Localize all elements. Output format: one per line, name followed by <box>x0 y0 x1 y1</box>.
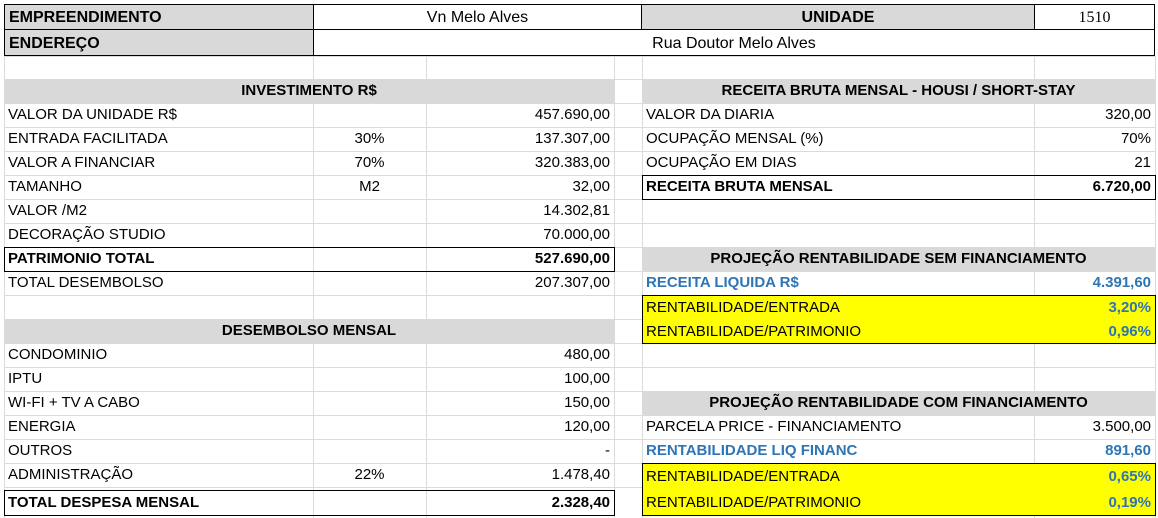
investimento-row-label: ENTRADA FACILITADA <box>8 130 168 147</box>
total-despesa-value[interactable]: 2.328,40 <box>551 494 610 511</box>
patrimonio-total-label: PATRIMONIO TOTAL <box>8 250 155 267</box>
investimento-row-label: DECORAÇÃO STUDIO <box>8 226 166 243</box>
rentabilidade-patrimonio-label: RENTABILIDADE/PATRIMONIO <box>646 323 862 340</box>
receita-row-value[interactable]: 21 <box>1134 154 1151 171</box>
rentabilidade-entrada-value[interactable]: 0,65% <box>1108 468 1151 485</box>
investimento-row-pct <box>313 199 426 223</box>
investimento-title: INVESTIMENTO R$ <box>4 79 614 103</box>
rentabilidade-liq-financ-label: RENTABILIDADE LIQ FINANC <box>646 442 858 459</box>
despesa-row-label: ADMINISTRAÇÃO <box>8 466 134 483</box>
investimento-row-pct[interactable]: 30% <box>354 130 385 147</box>
com-financiamento-title: PROJEÇÃO RENTABILIDADE COM FINANCIAMENTO <box>642 391 1155 415</box>
investimento-row-value[interactable]: 137.307,00 <box>534 130 610 147</box>
despesa-row-label: CONDOMINIO <box>8 346 108 363</box>
parcela-price-value[interactable]: 3.500,00 <box>1092 418 1151 435</box>
rentabilidade-patrimonio-value[interactable]: 0,96% <box>1108 323 1151 340</box>
receita-row-label: VALOR DA DIARIA <box>646 106 775 123</box>
total-despesa-label: TOTAL DESPESA MENSAL <box>8 494 200 511</box>
rentabilidade-entrada-label: RENTABILIDADE/ENTRADA <box>646 299 840 316</box>
investimento-row-pct <box>313 223 426 247</box>
investimento-row-label: VALOR /M2 <box>8 202 87 219</box>
investimento-row-value[interactable]: 32,00 <box>572 178 610 195</box>
investimento-row-value[interactable]: 14.302,81 <box>543 202 610 219</box>
investimento-row-label: TAMANHO <box>8 178 82 195</box>
despesa-row-value[interactable]: 120,00 <box>564 418 610 435</box>
investimento-row-label: VALOR A FINANCIAR <box>8 154 156 171</box>
receita-title: RECEITA BRUTA MENSAL - HOUSI / SHORT-STAY <box>642 79 1155 103</box>
receita-row-value[interactable]: 70% <box>1120 130 1151 147</box>
unidade-value[interactable]: 1510 <box>1034 4 1155 30</box>
rentabilidade-patrimonio-label: RENTABILIDADE/PATRIMONIO <box>646 494 862 511</box>
parcela-price-label: PARCELA PRICE - FINANCIAMENTO <box>646 418 902 435</box>
despesa-row-value[interactable]: - <box>605 442 610 459</box>
investimento-row-pct[interactable]: 70% <box>354 154 385 171</box>
despesa-row-value[interactable]: 480,00 <box>564 346 610 363</box>
receita-row-label: OCUPAÇÃO EM DIAS <box>646 154 797 171</box>
despesa-row-label: WI-FI + TV A CABO <box>8 394 140 411</box>
rentabilidade-entrada-label: RENTABILIDADE/ENTRADA <box>646 468 840 485</box>
investimento-row-value[interactable]: 320.383,00 <box>534 154 610 171</box>
despesa-row-value[interactable]: 100,00 <box>564 370 610 387</box>
desembolso-mensal-title: DESEMBOLSO MENSAL <box>4 319 614 343</box>
empreendimento-label: EMPREENDIMENTO <box>4 4 314 30</box>
rentabilidade-liq-financ-value[interactable]: 891,60 <box>1105 442 1151 459</box>
receita-row-value[interactable]: 320,00 <box>1105 106 1151 123</box>
receita-liquida-label: RECEITA LIQUIDA R$ <box>646 274 799 291</box>
empreendimento-value[interactable]: Vn Melo Alves <box>313 4 642 30</box>
despesa-row-label: OUTROS <box>8 442 73 459</box>
investimento-row-pct <box>313 103 426 127</box>
despesa-row-value[interactable]: 1.478,40 <box>551 466 610 483</box>
despesa-row-pct[interactable]: 22% <box>354 466 385 483</box>
despesa-row-label: IPTU <box>8 370 43 387</box>
total-desembolso-value[interactable]: 207.307,00 <box>534 274 610 291</box>
receita-total-value[interactable]: 6.720,00 <box>1092 178 1151 195</box>
investimento-row-label: VALOR DA UNIDADE R$ <box>8 106 177 123</box>
despesa-row-label: ENERGIA <box>8 418 76 435</box>
rentabilidade-patrimonio-value[interactable]: 0,19% <box>1108 494 1151 511</box>
unidade-label: UNIDADE <box>641 4 1035 30</box>
sem-financiamento-title: PROJEÇÃO RENTABILIDADE SEM FINANCIAMENTO <box>642 247 1155 271</box>
investimento-row-value[interactable]: 70.000,00 <box>543 226 610 243</box>
despesa-row-value[interactable]: 150,00 <box>564 394 610 411</box>
total-desembolso-label: TOTAL DESEMBOLSO <box>8 274 164 291</box>
rentabilidade-entrada-value[interactable]: 3,20% <box>1108 299 1151 316</box>
investimento-row-value[interactable]: 457.690,00 <box>534 106 610 123</box>
endereco-label: ENDEREÇO <box>4 29 314 56</box>
patrimonio-total-value[interactable]: 527.690,00 <box>534 250 610 267</box>
receita-total-label: RECEITA BRUTA MENSAL <box>646 178 833 195</box>
receita-liquida-value[interactable]: 4.391,60 <box>1092 274 1151 291</box>
receita-row-label: OCUPAÇÃO MENSAL (%) <box>646 130 824 147</box>
investimento-row-pct[interactable]: M2 <box>359 178 380 195</box>
endereco-value[interactable]: Rua Doutor Melo Alves <box>313 29 1155 56</box>
